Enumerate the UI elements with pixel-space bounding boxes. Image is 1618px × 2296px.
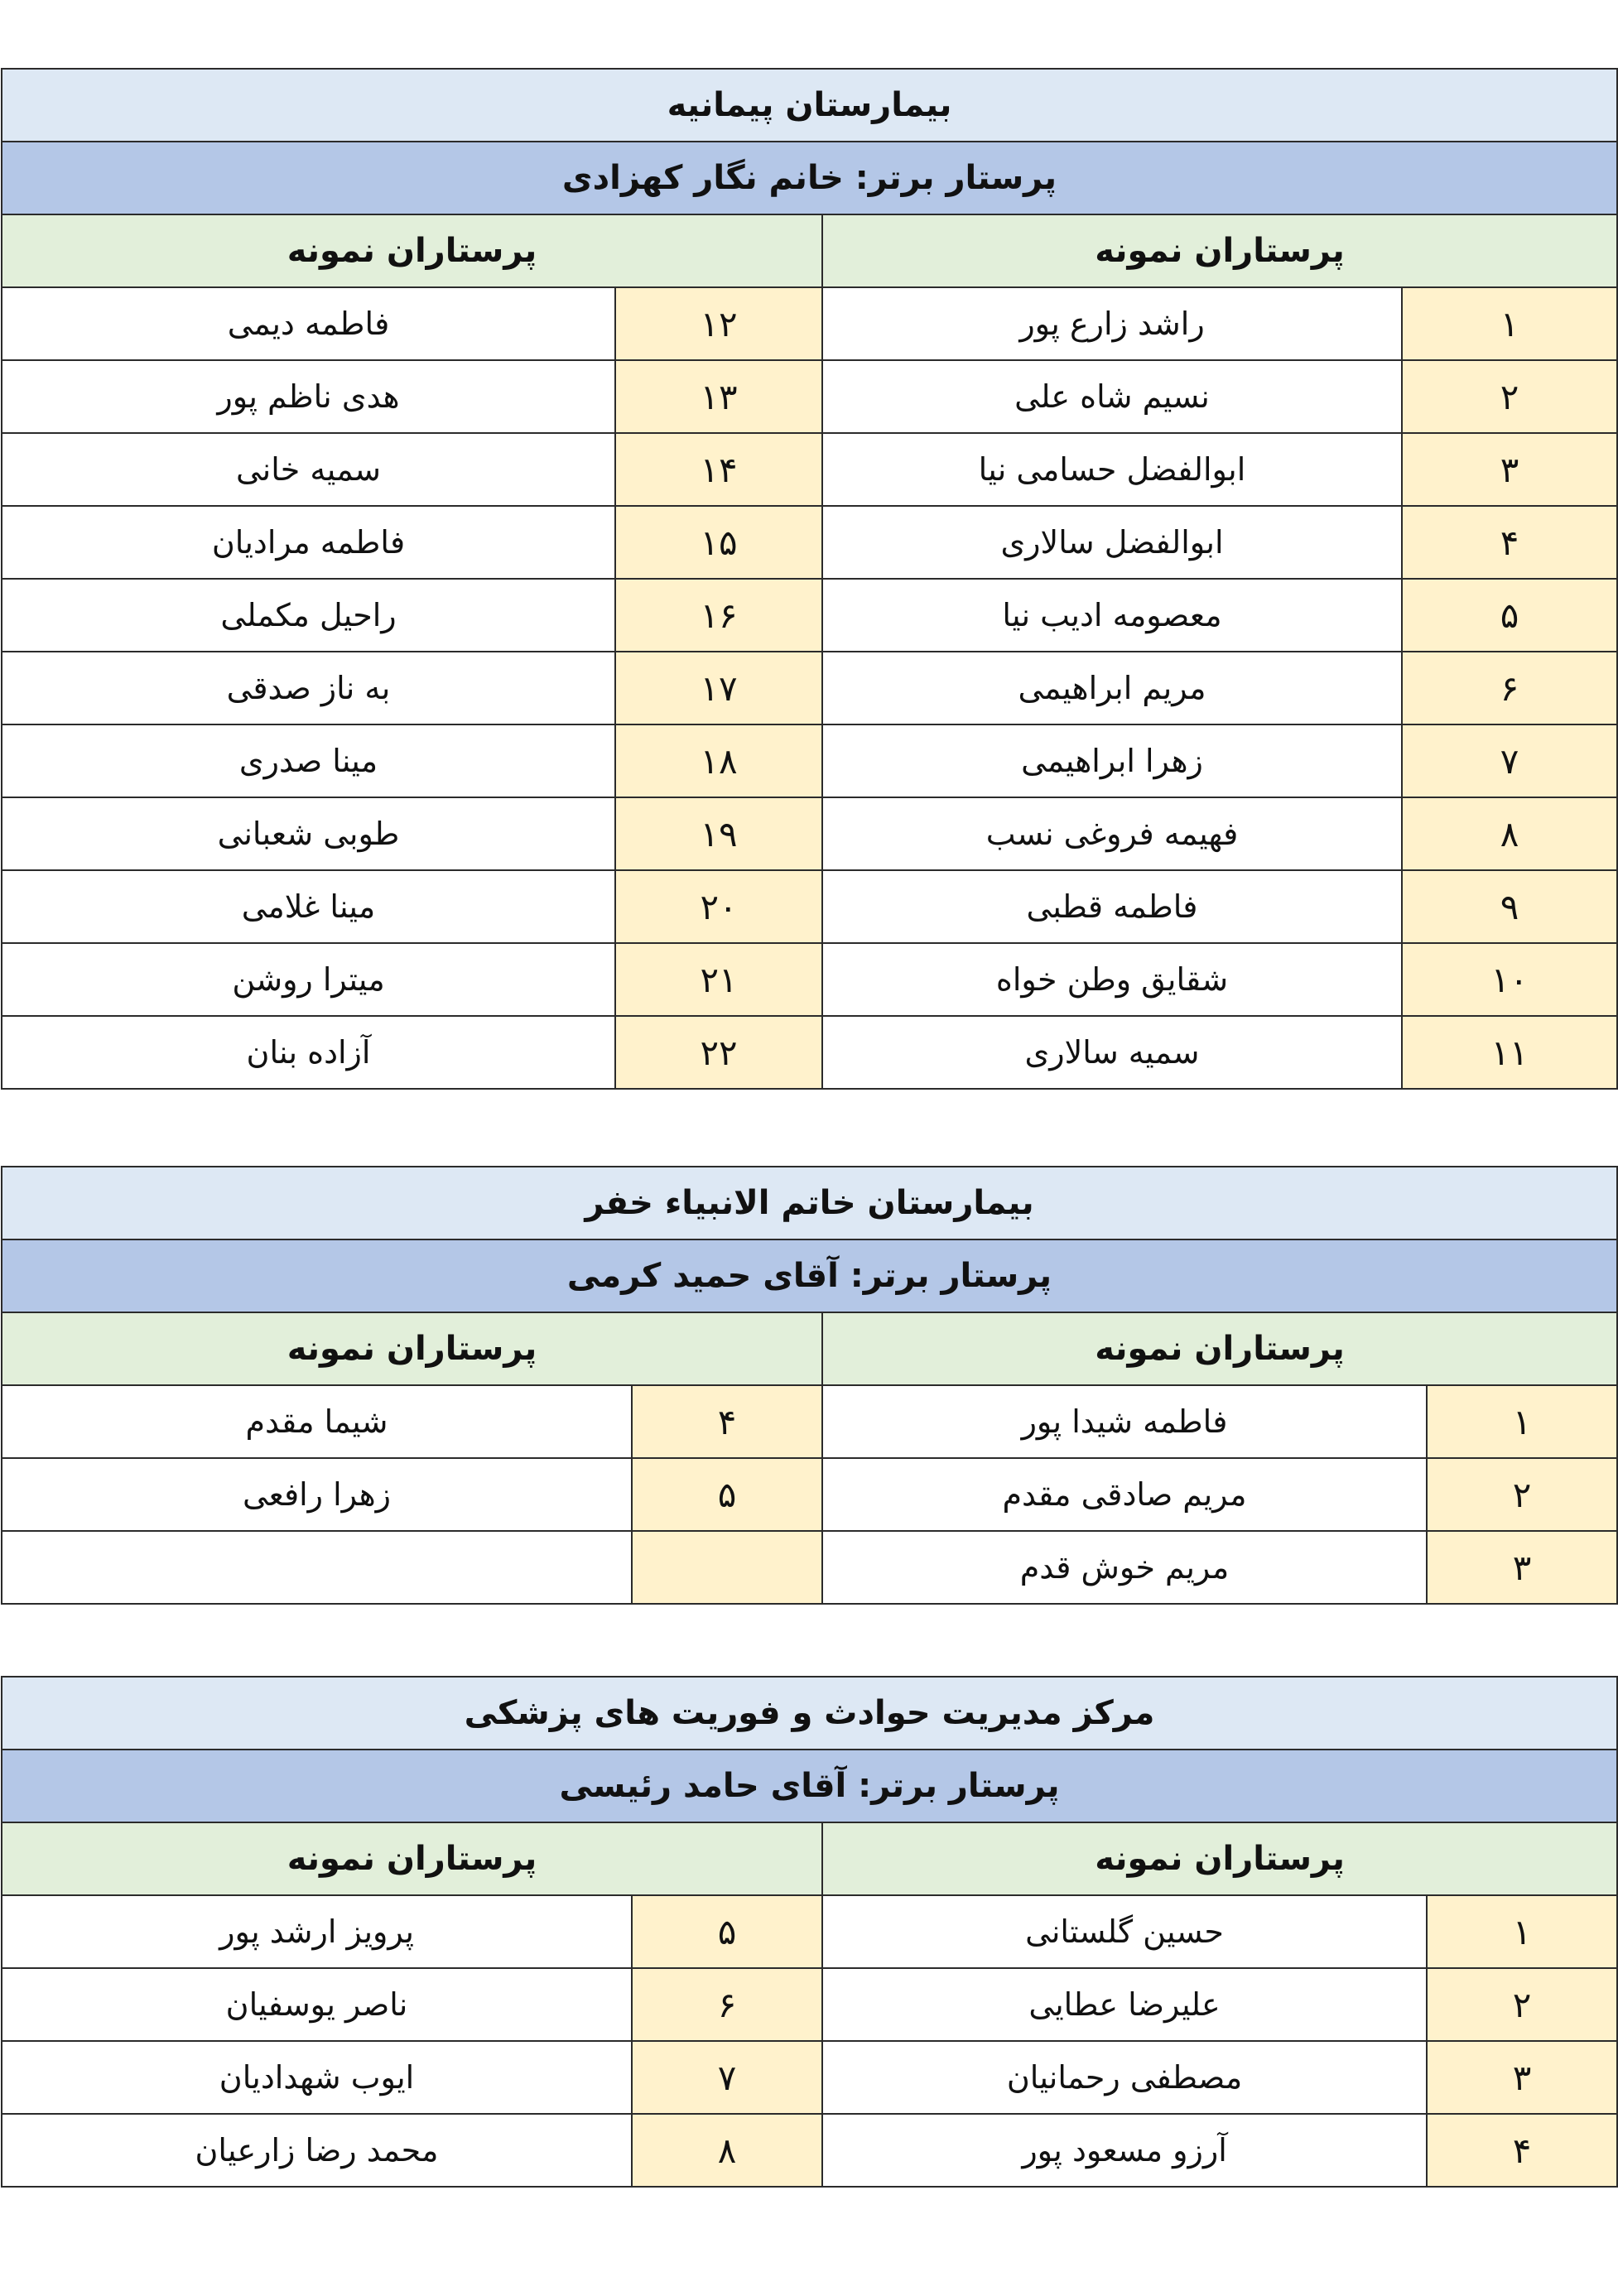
nurse-name: میترا روشن — [2, 943, 615, 1016]
nurse-name: زهرا رافعی — [2, 1458, 632, 1531]
nurse-name: ناصر یوسفیان — [2, 1968, 632, 2041]
column-header-left: پرستاران نمونه — [2, 214, 822, 287]
nurse-name: فهیمه فروغی نسب — [822, 797, 1402, 870]
row-number: ۱۸ — [615, 724, 822, 797]
hospital-table — [1, 1166, 1618, 1605]
nurse-name: فاطمه قطبی — [822, 870, 1402, 943]
nurse-name: مصطفی رحمانیان — [822, 2041, 1427, 2114]
row-number: ۱۷ — [615, 652, 822, 724]
nurse-name: آزاده بنان — [2, 1016, 615, 1089]
row-number: ۲۰ — [615, 870, 822, 943]
nurse-name: مینا صدری — [2, 724, 615, 797]
row-number: ۹ — [1402, 870, 1617, 943]
section-title: مرکز مدیریت حوادث و فوریت های پزشکی — [2, 1677, 1617, 1750]
row-number: ۱ — [1427, 1895, 1617, 1968]
row-number: ۲ — [1427, 1968, 1617, 2041]
table-row — [2, 943, 1617, 1016]
row-number: ۸ — [1402, 797, 1617, 870]
top-nurse: پرستار برتر: آقای حامد رئیسی — [2, 1750, 1617, 1822]
nurse-name: سمیه خانی — [2, 433, 615, 506]
top-nurse-row — [2, 1750, 1617, 1822]
table-row — [2, 2041, 1617, 2114]
section-title: بیمارستان پیمانیه — [2, 69, 1617, 142]
hospital-table — [1, 1676, 1618, 2188]
row-number: ۱۶ — [615, 579, 822, 652]
column-header-row — [2, 214, 1617, 287]
row-number: ۳ — [1427, 1531, 1617, 1604]
row-number: ۱۴ — [615, 433, 822, 506]
row-number: ۱۲ — [615, 287, 822, 360]
table-row — [2, 797, 1617, 870]
table-row — [2, 360, 1617, 433]
nurse-name: فاطمه دیمی — [2, 287, 615, 360]
nurse-name: راحیل مکملی — [2, 579, 615, 652]
table-row — [2, 1531, 1617, 1604]
row-number: ۴ — [1402, 506, 1617, 579]
nurse-name: سمیه سالاری — [822, 1016, 1402, 1089]
table-row — [2, 1016, 1617, 1089]
table-row — [2, 579, 1617, 652]
row-number: ۵ — [632, 1895, 822, 1968]
row-number: ۶ — [1402, 652, 1617, 724]
nurse-name: پرویز ارشد پور — [2, 1895, 632, 1968]
row-number: ۸ — [632, 2114, 822, 2187]
table-row — [2, 506, 1617, 579]
nurse-name: ابوالفضل سالاری — [822, 506, 1402, 579]
top-nurse-row — [2, 142, 1617, 214]
section-title-row — [2, 1167, 1617, 1239]
nurse-name: زهرا ابراهیمی — [822, 724, 1402, 797]
nurse-name: مینا غلامی — [2, 870, 615, 943]
nurse-name: معصومه ادیب نیا — [822, 579, 1402, 652]
nurse-name: شیما مقدم — [2, 1385, 632, 1458]
nurse-name: فاطمه مرادیان — [2, 506, 615, 579]
row-number: ۱ — [1427, 1385, 1617, 1458]
column-header-right: پرستاران نمونه — [822, 214, 1617, 287]
table-row — [2, 870, 1617, 943]
table-row — [2, 652, 1617, 724]
row-number: ۲ — [1402, 360, 1617, 433]
row-number: ۲ — [1427, 1458, 1617, 1531]
table-row — [2, 433, 1617, 506]
nurse-name: مریم خوش قدم — [822, 1531, 1427, 1604]
top-nurse-row — [2, 1239, 1617, 1312]
nurse-name: مریم صادقی مقدم — [822, 1458, 1427, 1531]
row-number: ۱۱ — [1402, 1016, 1617, 1089]
nurse-name: هدی ناظم پور — [2, 360, 615, 433]
row-number: ۷ — [632, 2041, 822, 2114]
nurse-name: علیرضا عطایی — [822, 1968, 1427, 2041]
table-row — [2, 287, 1617, 360]
nurse-name: نسیم شاه علی — [822, 360, 1402, 433]
row-number: ۱۰ — [1402, 943, 1617, 1016]
nurse-name: مریم ابراهیمی — [822, 652, 1402, 724]
top-nurse: پرستار برتر: خانم نگار کهزادی — [2, 142, 1617, 214]
table-row — [2, 1458, 1617, 1531]
nurse-name: ایوب شهدادیان — [2, 2041, 632, 2114]
row-number: ۳ — [1427, 2041, 1617, 2114]
nurse-name: محمد رضا زارعیان — [2, 2114, 632, 2187]
nurse-name: ابوالفضل حسامی نیا — [822, 433, 1402, 506]
row-number — [632, 1531, 822, 1604]
row-number: ۷ — [1402, 724, 1617, 797]
nurse-name: شقایق وطن خواه — [822, 943, 1402, 1016]
row-number: ۱۵ — [615, 506, 822, 579]
column-header-right: پرستاران نمونه — [822, 1822, 1617, 1895]
row-number: ۵ — [632, 1458, 822, 1531]
top-nurse: پرستار برتر: آقای حمید کرمی — [2, 1239, 1617, 1312]
section-title-row — [2, 1677, 1617, 1750]
column-header-left: پرستاران نمونه — [2, 1822, 822, 1895]
nurse-name: طوبی شعبانی — [2, 797, 615, 870]
row-number: ۱۳ — [615, 360, 822, 433]
row-number: ۱۹ — [615, 797, 822, 870]
row-number: ۴ — [1427, 2114, 1617, 2187]
table-row — [2, 1895, 1617, 1968]
nurse-name: به ناز صدقی — [2, 652, 615, 724]
section-title-row — [2, 69, 1617, 142]
nurse-name: آرزو مسعود پور — [822, 2114, 1427, 2187]
column-header-right: پرستاران نمونه — [822, 1312, 1617, 1385]
section-title: بیمارستان خاتم الانبیاء خفر — [2, 1167, 1617, 1239]
table-row — [2, 1385, 1617, 1458]
hospital-table — [1, 68, 1618, 1090]
row-number: ۶ — [632, 1968, 822, 2041]
column-header-left: پرستاران نمونه — [2, 1312, 822, 1385]
row-number: ۵ — [1402, 579, 1617, 652]
row-number: ۲۲ — [615, 1016, 822, 1089]
nurse-name: راشد زارع پور — [822, 287, 1402, 360]
row-number: ۱ — [1402, 287, 1617, 360]
nurse-name: حسین گلستانی — [822, 1895, 1427, 1968]
table-row — [2, 2114, 1617, 2187]
nurse-name — [2, 1531, 632, 1604]
row-number: ۳ — [1402, 433, 1617, 506]
nurse-name: فاطمه شیدا پور — [822, 1385, 1427, 1458]
row-number: ۲۱ — [615, 943, 822, 1016]
table-row — [2, 1968, 1617, 2041]
column-header-row — [2, 1312, 1617, 1385]
column-header-row — [2, 1822, 1617, 1895]
table-row — [2, 724, 1617, 797]
row-number: ۴ — [632, 1385, 822, 1458]
